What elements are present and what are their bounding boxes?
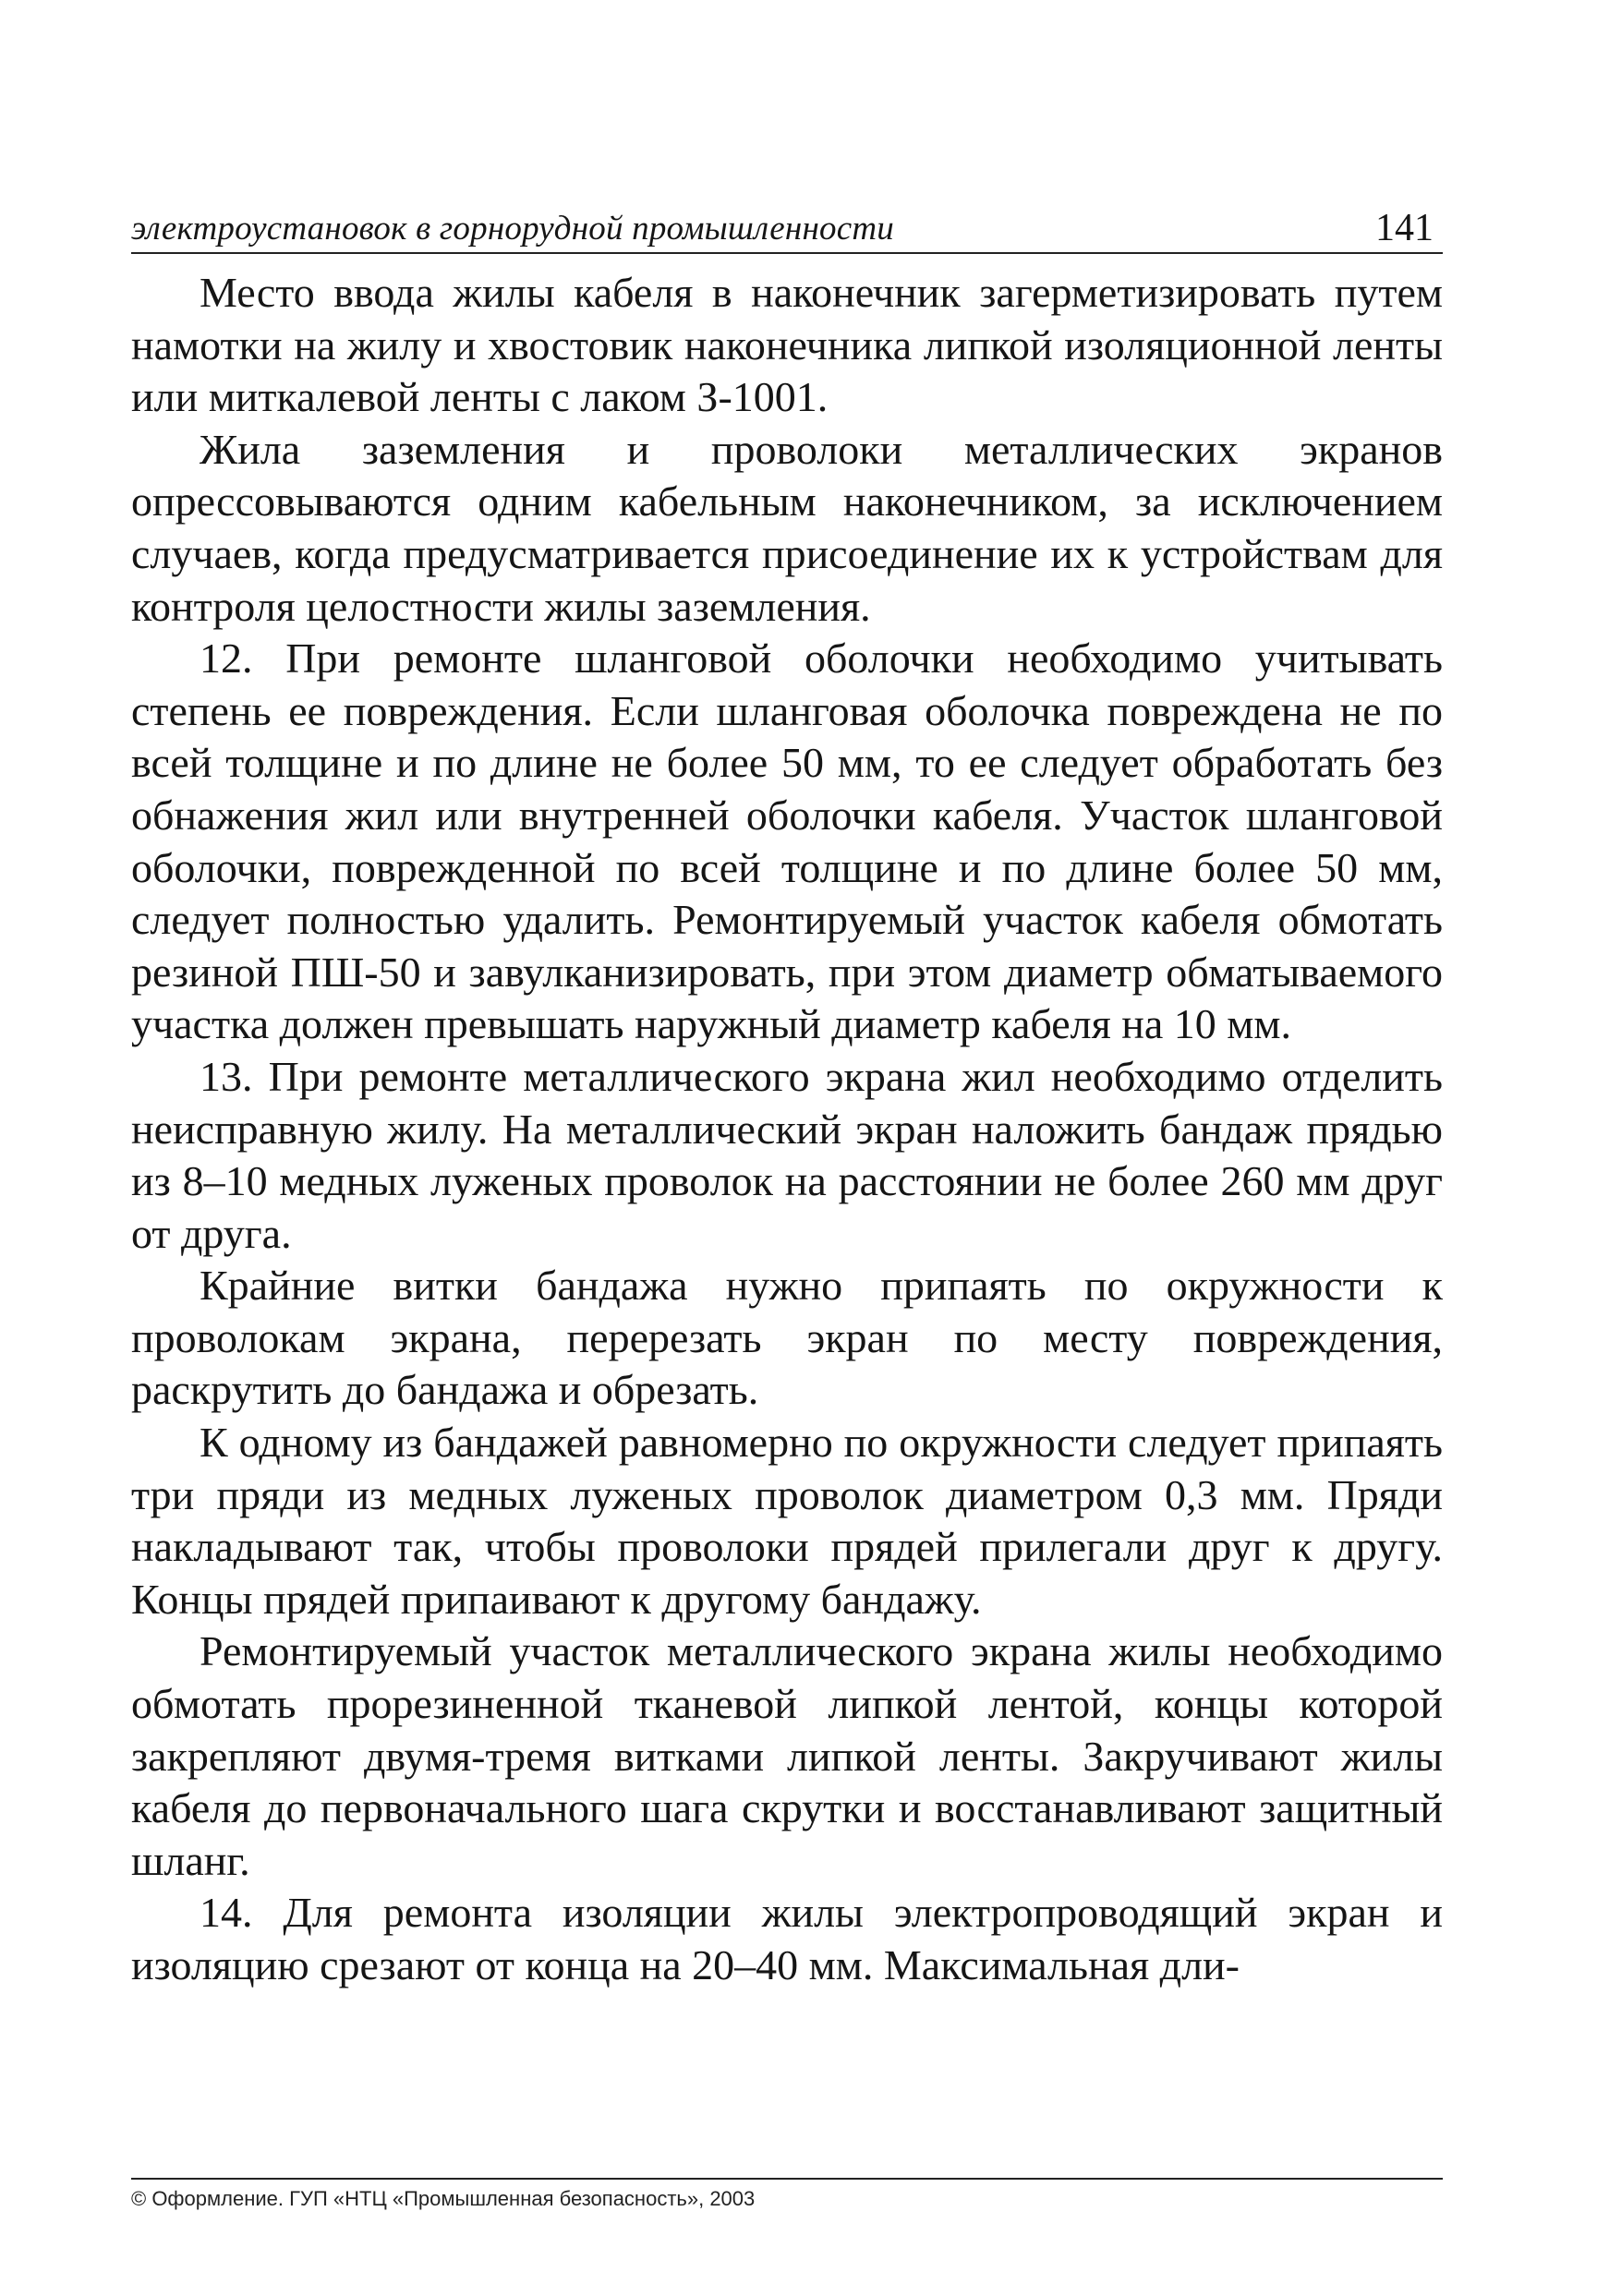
running-header	[131, 199, 1443, 254]
paragraph: Крайние витки бандажа нужно припаять по окружности к проволокам экрана, перерезать экран по месту повреждения, раскрутить до бандажа и обрезать.	[131, 1262, 1443, 1414]
body-text	[131, 267, 1443, 1992]
page	[131, 199, 1443, 1992]
paragraph: К одному из бандажей равномерно по окружности следует припаять три пряди из медных луженых проволок диаметром 0,3 мм. Пряди накладывают так, чтобы проволоки прядей прилегали друг к другу. Концы прядей припаивают к другому бандажу.	[131, 1419, 1443, 1623]
running-title: электроустановок в горнорудной промышленности	[131, 210, 894, 248]
copyright-footer	[131, 2178, 1443, 2211]
paragraph: 14. Для ремонта изоляции жилы электропроводящий экран и изоляцию срезают от конца на 20–40 мм. Максимальная дли-	[131, 1889, 1443, 1988]
paragraph: 12. При ремонте шланговой оболочки необходимо учитывать степень ее повреждения. Если шланговая оболочка повреждена не по всей толщине и по длине не более 50 мм, то ее следует обработать без обнажения жил или внутренней оболочки кабеля. Участок шланговой оболочки, поврежденной по всей толщине и по длине более 50 мм, следует полностью удалить. Ремонтируемый участок кабеля обмотать резиной ПШ-50 и завулканизировать, при этом диаметр обматываемого участка должен превышать наружный диаметр кабеля на 10 мм.	[131, 634, 1443, 1048]
page-number: 141	[1375, 207, 1434, 249]
copyright-text: © Оформление. ГУП «НТЦ «Промышленная безопасность», 2003	[131, 2187, 756, 2210]
paragraph: Ремонтируемый участок металлического экрана жилы необходимо обмотать прорезиненной тканевой липкой лентой, концы которой закрепляют двумя-тремя витками липкой ленты. Закручивают жилы кабеля до первоначального шага скрутки и восстанавливают защитный шланг.	[131, 1627, 1443, 1884]
paragraph: Жила заземления и проволоки металлических экранов опрессовываются одним кабельным наконечником, за исключением случаев, когда предусматривается присоединение их к устройствам для контроля целостности жилы заземления.	[131, 425, 1443, 630]
paragraph: Место ввода жилы кабеля в наконечник загерметизировать путем намотки на жилу и хвостовик наконечника липкой изоляционной ленты или миткалевой ленты с лаком З-1001.	[131, 269, 1443, 421]
paragraph: 13. При ремонте металлического экрана жил необходимо отделить неисправную жилу. На металлический экран наложить бандаж прядью из 8–10 медных луженых проволок на расстоянии не более 260 мм друг от друга.	[131, 1052, 1443, 1257]
